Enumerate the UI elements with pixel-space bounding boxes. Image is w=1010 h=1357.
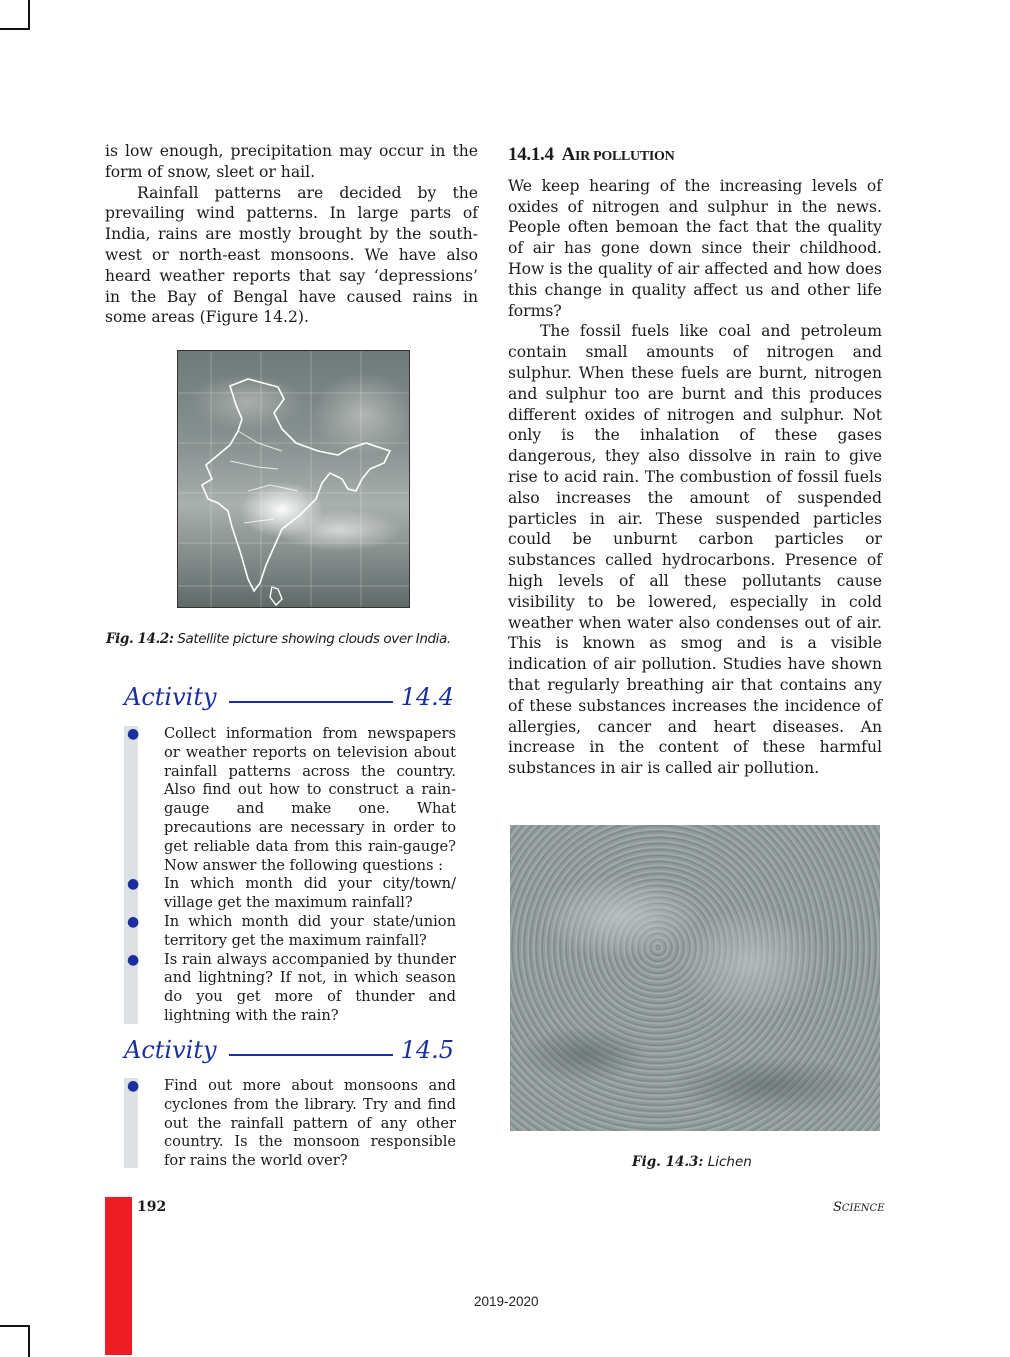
paragraph: is low enough, precipitation may occur in the form of snow, sleet or hail. xyxy=(105,142,478,181)
list-item: ● In which month did your city/town/ village get the maximum rainfall? xyxy=(127,875,456,912)
figure-label: Fig. 14.2: xyxy=(106,631,174,647)
list-item: ● Find out more about monsoons and cyclones from the library. Try and find out the rainfall pattern of any other country. Is the monsoon responsible for rains the world over? xyxy=(127,1077,456,1170)
activity-number: 14.5 xyxy=(400,1036,454,1064)
activity-14-4-list xyxy=(124,725,456,1026)
activity-number: 14.4 xyxy=(400,683,454,711)
activity-word: Activity xyxy=(124,1036,217,1064)
activity-14-5-list xyxy=(124,1077,456,1171)
figure-label: Fig. 14.3: xyxy=(632,1154,704,1170)
bullet-icon: ● xyxy=(127,876,140,893)
figure-caption-14-2 xyxy=(106,631,486,647)
section-number: 14.1.4 xyxy=(508,144,554,165)
paragraph: Rainfall patterns are decided by the prevailing wind patterns. In large parts of India, rains are mostly brought by the south-west or north-east monsoons. We have also heard weather reports that say ‘depressions’ in the Bay of Bengal have caused rains in some areas (Figure 14.2). xyxy=(105,183,478,327)
book-name: SCIENCE xyxy=(833,1200,885,1215)
crop-mark-bottom-left xyxy=(0,1325,30,1357)
page-number: 192 xyxy=(137,1199,167,1215)
india-map-outline-icon xyxy=(178,351,409,607)
bullet-icon: ● xyxy=(127,726,140,742)
paragraph: The fossil fuels like coal and petroleum contain small amounts of nitrogen and sulphur. When these fuels are burnt, nitrogen and sulphur too are burnt and this produces different oxides of nitrogen and sulphur. Not only is the inhalation of these gases dangerous, they also dissolve in rain to give rise to acid rain. The combustion of fossil fuels also increases the amount of suspended particles in air. These suspended particles could be unburnt carbon particles or substances called hydrocarbons. Presence of high levels of all these pollutants cause visibility to be lowered, especially in cold weather when water also condenses out of air. This is known as smog and is a visible indication of air pollution. Studies have shown that regularly breathing air that contains any of these substances increases the incidence of allergies, cancer and heart diseases. An increase in the content of these harmful substances in air is called air pollution. xyxy=(508,322,882,778)
left-column xyxy=(105,141,478,328)
bullet-icon: ● xyxy=(127,1078,140,1094)
list-item: ● Is rain always accompanied by thunder and lightning? If not, in which season do you get more of thunder and lightning with the rain? xyxy=(127,950,456,1024)
figure-caption-14-3 xyxy=(632,1154,752,1170)
list-item: ● In which month did your state/union territory get the maximum rainfall? xyxy=(127,912,456,949)
lichen-photo xyxy=(510,825,880,1131)
bullet-icon: ● xyxy=(127,951,140,968)
right-column xyxy=(508,145,882,779)
figure-caption-text: Satellite picture showing clouds over India. xyxy=(173,631,451,647)
activity-word: Activity xyxy=(124,683,217,711)
page-color-strip xyxy=(105,1197,132,1355)
list-item: ● Collect information from newspapers or weather reports on television about rainfall patterns across the country. Also find out how to construct a rain-gauge and make one. What precautions are necessary in order to get reliable data from this rain-gauge? Now answer the following questions : xyxy=(127,725,456,874)
figure-caption-text: Lichen xyxy=(703,1154,752,1170)
activity-rule xyxy=(229,701,393,703)
activity-14-5-title xyxy=(124,1036,454,1064)
paragraph: We keep hearing of the increasing levels of oxides of nitrogen and sulphur in the news. People often bemoan the fact that the quality of air has gone down since their childhood. How is the quality of air affected and how does this change in quality affect us and other life forms? xyxy=(508,176,882,320)
activity-14-4-title xyxy=(124,683,454,711)
satellite-image-india xyxy=(177,350,410,608)
crop-mark-top-left xyxy=(0,0,30,30)
edition-year: 2019-2020 xyxy=(474,1294,539,1309)
bullet-icon: ● xyxy=(127,913,140,930)
section-heading: 14.1.4 AIR POLLUTION xyxy=(508,144,675,165)
activity-rule xyxy=(229,1054,393,1056)
